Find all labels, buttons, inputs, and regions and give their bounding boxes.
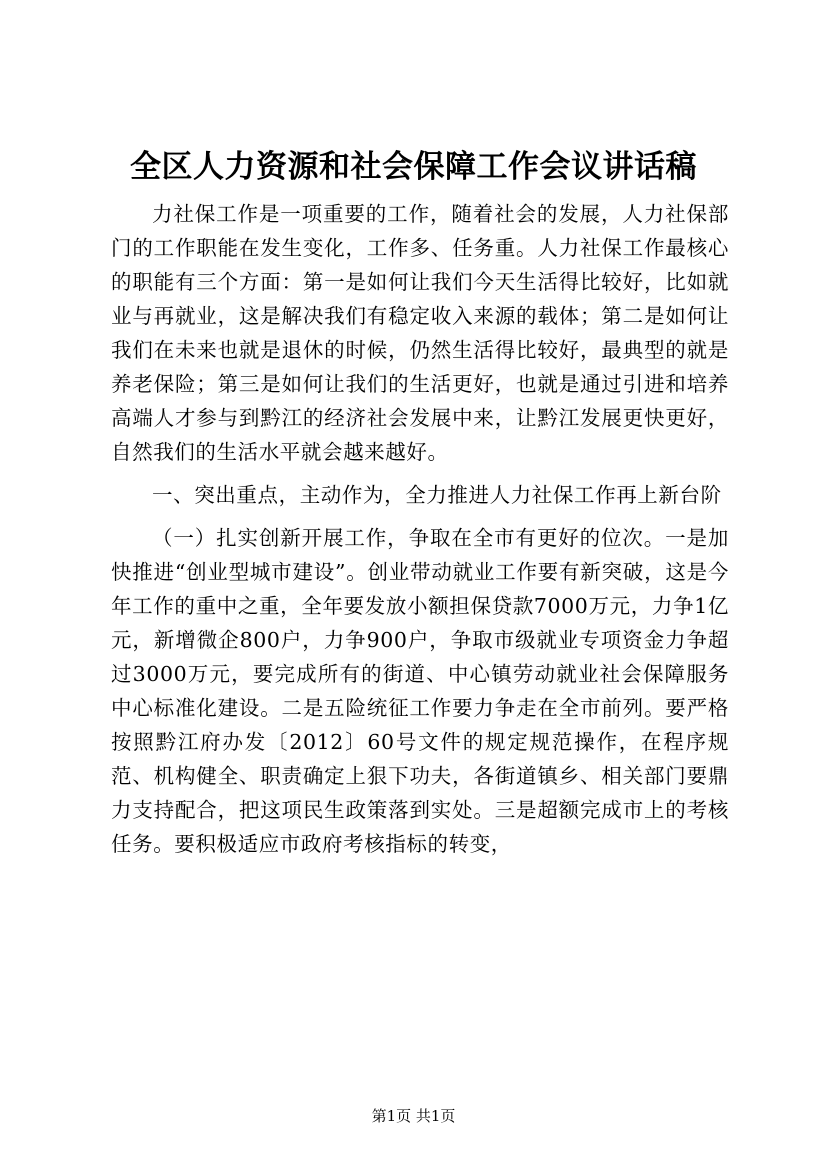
- page-footer: 第1页 共1页: [371, 1107, 456, 1125]
- document-body: [111, 197, 729, 861]
- document-title: 全区人力资源和社会保障工作会议讲话稿: [130, 149, 697, 185]
- paragraph-section-one: （一）扎实创新开展工作，争取在全市有更好的位次。一是加快推进“创业型城市建设”。创业带动就业工作要有新突破，这是今年工作的重中之重，全年要发放小额担保贷款7000万元，力争1亿元，新增微企800户，力争900户，争取市级就业专项资金力争超过3000万元，要完成所有的街道、中心镇劳动就业社会保障服务中心标准化建设。二是五险统征工作要力争走在全市前列。要严格按照黔江府办发〔2012〕60号文件的规定规范操作，在程序规范、机构健全、职责确定上狠下功夫，各街道镇乡、相关部门要鼎力支持配合，把这项民生政策落到实处。三是超额完成市上的考核任务。要积极适应市政府考核指标的转变，: [111, 526, 729, 856]
- section-heading: 一、突出重点，主动作为，全力推进人力社保工作再上新台阶: [152, 483, 722, 507]
- paragraph-intro: 力社保工作是一项重要的工作，随着社会的发展，人力社保部门的工作职能在发生变化，工作多、任务重。人力社保工作最核心的职能有三个方面：第一是如何让我们今天生活得比较好，比如就业与再就业，这是解决我们有稳定收入来源的载体；第二是如何让我们在未来也就是退休的时候，仍然生活得比较好，最典型的就是养老保险；第三是如何让我们的生活更好，也就是通过引进和培养高端人才参与到黔江的经济社会发展中来，让黔江发展更快更好，自然我们的生活水平就会越来越好。: [111, 202, 729, 464]
